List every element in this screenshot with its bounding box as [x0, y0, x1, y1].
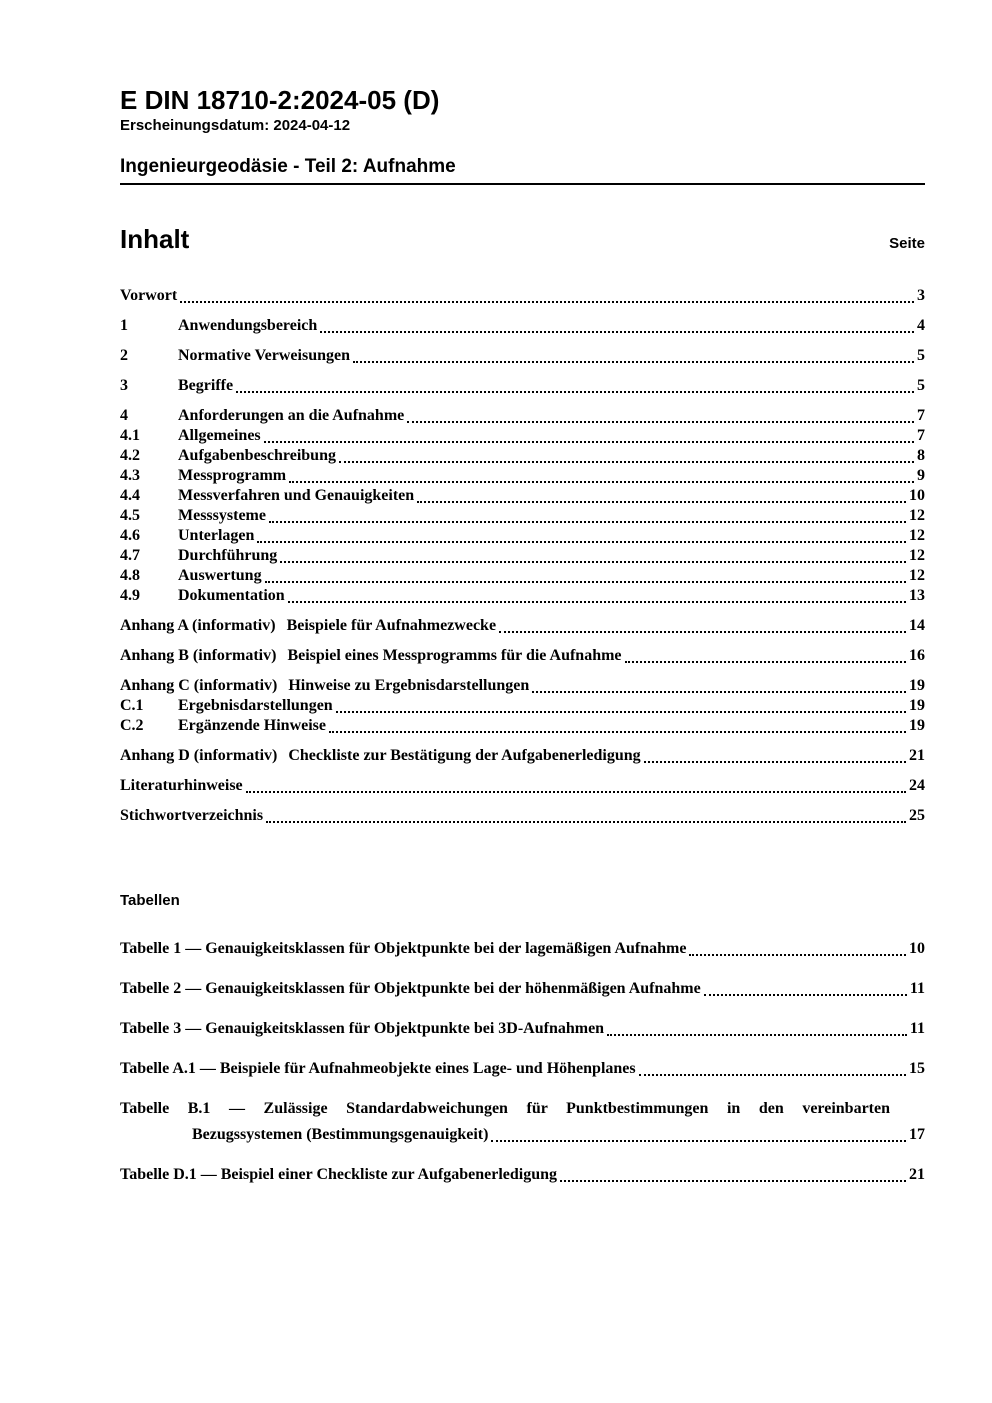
toc-entry-title: Dokumentation	[178, 587, 285, 604]
toc-entry-title: Ergebnisdarstellungen	[178, 697, 333, 714]
toc-entry-title: Messprogramm	[178, 467, 287, 484]
table-entry-page: 17	[909, 1126, 925, 1143]
table-entry-page: 11	[909, 980, 925, 997]
toc-entry-number: 4.6	[120, 527, 140, 544]
toc-entry-page: 19	[909, 677, 925, 694]
toc-entry[interactable]	[120, 776, 925, 796]
dot-leader	[644, 761, 906, 763]
dot-leader	[266, 821, 906, 823]
table-entry[interactable]	[120, 1056, 925, 1082]
toc-entry-number: 4.7	[120, 547, 140, 564]
dot-leader	[491, 1140, 906, 1142]
toc-entry-title: Messsysteme	[178, 507, 266, 524]
toc-entry[interactable]	[120, 346, 925, 366]
toc-entry[interactable]	[120, 526, 925, 546]
document-title: Ingenieurgeodäsie - Teil 2: Aufnahme	[120, 156, 925, 185]
dot-leader	[499, 631, 906, 633]
toc-entry-number: 4	[120, 407, 128, 424]
table-entry-text: Tabelle 2 — Genauigkeitsklassen für Objektpunkte bei der höhenmäßigen Aufnahme	[120, 980, 701, 997]
toc-entry[interactable]	[120, 426, 925, 446]
toc-entry-page: 13	[909, 587, 925, 604]
toc-entry-label: Literaturhinweise	[120, 777, 243, 794]
toc-entry-number: 3	[120, 377, 128, 394]
toc-entry-page: 10	[909, 487, 925, 504]
dot-leader	[246, 791, 906, 793]
toc-entry-page: 19	[909, 697, 925, 714]
toc-entry-number: 4.4	[120, 487, 140, 504]
toc-list	[120, 286, 925, 826]
table-entry-text: Tabelle 3 — Genauigkeitsklassen für Objektpunkte bei 3D-Aufnahmen	[120, 1020, 605, 1037]
toc-entry-title: Auswertung	[178, 567, 262, 584]
table-entry-page: 10	[909, 940, 925, 957]
toc-entry-number: 4.1	[120, 427, 140, 444]
toc-entry-page: 9	[917, 467, 925, 484]
toc-entry-page: 12	[909, 507, 925, 524]
dot-leader	[280, 561, 906, 563]
toc-entry-page: 16	[909, 647, 925, 664]
dot-leader	[353, 361, 914, 363]
toc-entry-page: 3	[917, 287, 925, 304]
table-entry[interactable]	[120, 936, 925, 962]
tables-list	[120, 936, 925, 1188]
toc-entry-label: Anhang A (informativ)	[120, 617, 276, 634]
toc-entry-label: Anhang D (informativ)	[120, 747, 278, 764]
toc-entry[interactable]	[120, 696, 925, 716]
toc-entry[interactable]	[120, 466, 925, 486]
toc-entry-number: 2	[120, 347, 128, 364]
toc-entry[interactable]	[120, 486, 925, 506]
toc-entry-number: 4.5	[120, 507, 140, 524]
table-entry-page: 21	[909, 1166, 925, 1183]
tables-heading: Tabellen	[120, 892, 180, 909]
toc-entry-title: Messverfahren und Genauigkeiten	[178, 487, 415, 504]
toc-entry-number: 4.2	[120, 447, 140, 464]
toc-entry-title: Beispiel eines Messprogramms für die Aufnahme	[287, 647, 622, 664]
table-entry-line1	[120, 1162, 925, 1188]
toc-entry[interactable]	[120, 406, 925, 426]
toc-entry[interactable]	[120, 286, 925, 306]
toc-entry-page: 5	[917, 347, 925, 364]
toc-entry-title: Aufgabenbeschreibung	[178, 447, 336, 464]
table-entry-text: Tabelle D.1 — Beispiel einer Checkliste zur Aufgabenerledigung	[120, 1166, 558, 1183]
release-date: Erscheinungsdatum: 2024-04-12	[120, 117, 351, 134]
toc-entry[interactable]	[120, 676, 925, 696]
toc-entry-label: Anhang C (informativ)	[120, 677, 278, 694]
toc-entry-page: 19	[909, 717, 925, 734]
dot-leader	[689, 954, 906, 956]
table-entry-page: 11	[909, 1020, 925, 1037]
toc-entry-page: 5	[917, 377, 925, 394]
table-entry-line1	[120, 936, 925, 962]
dot-leader	[264, 441, 914, 443]
toc-entry[interactable]	[120, 316, 925, 336]
table-entry-line2	[120, 1122, 925, 1148]
toc-entry-page: 12	[909, 547, 925, 564]
toc-entry-title: Checkliste zur Bestätigung der Aufgabenerledigung	[288, 747, 641, 764]
toc-entry-title: Beispiele für Aufnahmezwecke	[286, 617, 497, 634]
toc-entry-label: Anhang B (informativ)	[120, 647, 277, 664]
toc-entry-page: 21	[909, 747, 925, 764]
page-column-label: Seite	[889, 235, 925, 252]
toc-entry-title: Anforderungen an die Aufnahme	[178, 407, 405, 424]
dot-leader	[289, 481, 914, 483]
toc-entry[interactable]	[120, 746, 925, 766]
dot-leader	[417, 501, 906, 503]
toc-entry-number: C.1	[120, 697, 144, 714]
toc-entry-page: 14	[909, 617, 925, 634]
toc-entry-number: C.2	[120, 717, 144, 734]
dot-leader	[407, 421, 914, 423]
toc-entry-number: 1	[120, 317, 128, 334]
table-entry[interactable]	[120, 1096, 925, 1148]
toc-entry[interactable]	[120, 506, 925, 526]
toc-entry[interactable]	[120, 716, 925, 736]
toc-entry[interactable]	[120, 616, 925, 636]
dot-leader	[639, 1074, 906, 1076]
dot-leader	[265, 581, 906, 583]
toc-entry[interactable]	[120, 446, 925, 466]
toc-entry-number: 4.9	[120, 587, 140, 604]
toc-entry-title: Anwendungsbereich	[178, 317, 318, 334]
dot-leader	[704, 994, 907, 996]
table-entry-text-continued: Bezugssystemen (Bestimmungsgenauigkeit)	[192, 1126, 489, 1143]
dot-leader	[288, 601, 906, 603]
dot-leader	[329, 731, 906, 733]
toc-entry-page: 7	[917, 427, 925, 444]
toc-entry-title: Normative Verweisungen	[178, 347, 350, 364]
toc-entry[interactable]	[120, 376, 925, 396]
toc-entry-title: Hinweise zu Ergebnisdarstellungen	[288, 677, 530, 694]
table-entry[interactable]	[120, 1016, 925, 1042]
toc-heading: Inhalt	[120, 224, 190, 254]
dot-leader	[339, 461, 914, 463]
toc-entry-number: 4.3	[120, 467, 140, 484]
toc-entry-label: Stichwortverzeichnis	[120, 807, 264, 824]
dot-leader	[320, 331, 914, 333]
toc-header	[120, 225, 925, 253]
dot-leader	[180, 301, 914, 303]
table-entry[interactable]	[120, 976, 925, 1002]
toc-entry-page: 12	[909, 527, 925, 544]
toc-entry-page: 25	[909, 807, 925, 824]
table-entry-line1	[120, 976, 925, 1002]
dot-leader	[560, 1180, 906, 1182]
table-entry[interactable]	[120, 1162, 925, 1188]
toc-entry[interactable]	[120, 806, 925, 826]
toc-entry-number: 4.8	[120, 567, 140, 584]
dot-leader	[532, 691, 906, 693]
toc-entry-page: 8	[917, 447, 925, 464]
dot-leader	[625, 661, 906, 663]
dot-leader	[269, 521, 906, 523]
toc-entry-title: Durchführung	[178, 547, 278, 564]
table-entry-page: 15	[909, 1060, 925, 1077]
toc-entry-page: 12	[909, 567, 925, 584]
table-entry-line1	[120, 1056, 925, 1082]
dot-leader	[257, 541, 906, 543]
toc-entry-title: Allgemeines	[178, 427, 261, 444]
toc-entry-title: Begriffe	[178, 377, 234, 394]
dot-leader	[607, 1034, 907, 1036]
table-entry-text: Tabelle 1 — Genauigkeitsklassen für Objektpunkte bei der lagemäßigen Aufnahme	[120, 940, 687, 957]
document-number: E DIN 18710-2:2024-05 (D)	[120, 85, 440, 115]
toc-entry-page: 4	[917, 317, 925, 334]
toc-entry[interactable]	[120, 566, 925, 586]
table-entry-text: Tabelle B.1 — Zulässige Standardabweichungen für Punktbestimmungen in den vereinbarten	[120, 1100, 890, 1117]
toc-entry[interactable]	[120, 586, 925, 606]
toc-entry[interactable]	[120, 646, 925, 666]
table-entry-text: Tabelle A.1 — Beispiele für Aufnahmeobjekte eines Lage- und Höhenplanes	[120, 1060, 636, 1077]
toc-entry-title: Unterlagen	[178, 527, 255, 544]
toc-entry-title: Ergänzende Hinweise	[178, 717, 326, 734]
toc-entry[interactable]	[120, 546, 925, 566]
table-entry-line1	[120, 1016, 925, 1042]
toc-entry-page: 7	[917, 407, 925, 424]
toc-entry-label: Vorwort	[120, 287, 178, 304]
table-entry-line1	[120, 1096, 925, 1122]
toc-entry-page: 24	[909, 777, 925, 794]
dot-leader	[336, 711, 906, 713]
dot-leader	[236, 391, 914, 393]
